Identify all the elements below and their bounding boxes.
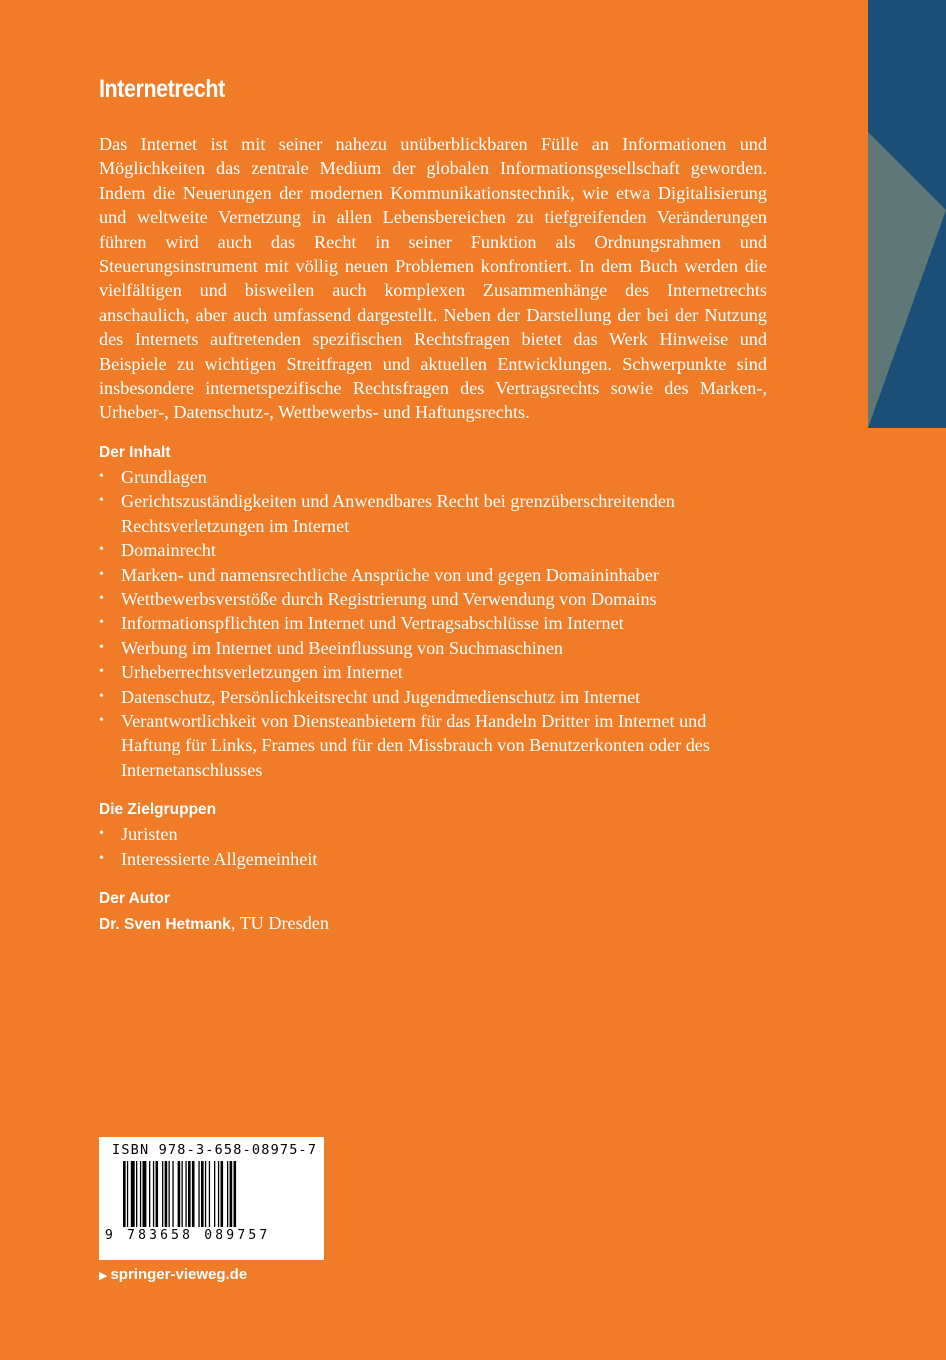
list-item: • Marken- und namensrechtliche Ansprüche von und gegen Domaininhaber <box>99 564 659 585</box>
list-item: • Urheberrechtsverletzungen im Internet <box>99 662 403 683</box>
back-cover-content <box>99 70 767 937</box>
list-item: • Informationspflichten im Internet und Vertragsabschlüsse im Internet <box>99 613 624 634</box>
book-title: Internetrecht <box>99 75 225 103</box>
arrow-right-icon: ▶ <box>99 1270 108 1282</box>
author-heading: Der Autor <box>99 889 170 907</box>
isbn-label: ISBN 978-3-658-08975-7 <box>112 1142 318 1158</box>
list-item: • Werbung im Internet und Beeinflussung von Suchmaschinen <box>99 637 564 658</box>
contents-list <box>99 465 767 782</box>
list-item: • Datenschutz, Persönlichkeitsrecht und Jugendmedienschutz im Internet <box>99 686 641 707</box>
list-item: • Gerichtszuständigkeiten und Anwendbares Recht bei grenzüberschreitenden Rechtsverletzungen im Internet <box>99 491 676 536</box>
publisher-link[interactable] <box>99 1266 247 1283</box>
isbn-barcode-box <box>99 1137 324 1260</box>
publisher-url: springer-vieweg.de <box>110 1266 248 1283</box>
author-line <box>99 911 767 937</box>
list-item: • Wettbewerbsverstöße durch Registrierung und Verwendung von Domains <box>99 588 657 609</box>
book-description: Das Internet ist mit seiner nahezu unüberblickbaren Fülle an Informationen und Möglichkeiten das zentrale Medium der globalen Informationsgesellschaft geworden. Indem die Neuerungen der modernen Kommunikationstechnik, wie etwa Digitalisierung und weltweite Vernetzung in allen Lebensbereichen zu tiefgreifenden Veränderungen führen wird auch das Recht in seiner Funktion als Ordnungsrahmen und Steuerungsinstrument mit völlig neuen Problemen konfrontiert. In dem Buch werden die vielfältigen und bisweilen auch komplexen Zusammenhänge des Internetrechts anschaulich, aber auch umfassend dargestellt. Neben der Darstellung der bei der Nutzung des Internets auftretenden spezifischen Rechtsfragen bietet das Werk Hinweise und Beispiele zu wichtigen Streitfragen und aktuellen Entwicklungen. Schwerpunkte sind insbesondere internetspezifische Rechtsfragen des Vertragsrechts sowie des Marken-, Urheber-, Datenschutz-, Wettbewerbs- und Haftungsrechts. <box>99 134 767 423</box>
audience-heading: Die Zielgruppen <box>99 801 217 819</box>
list-item: • Interessierte Allgemeinheit <box>99 848 318 869</box>
author-name: Dr. Sven Hetmank <box>99 915 231 933</box>
ean-number: 9 783658 089757 <box>105 1228 271 1243</box>
list-item: • Juristen <box>99 824 178 845</box>
stripe-triangle <box>868 0 946 428</box>
cover-stripe <box>868 0 946 428</box>
list-item: • Verantwortlichkeit von Diensteanbietern für das Handeln Dritter im Internet und Haftung für Links, Frames und für den Missbrauch von Benutzerkonten oder des Internetanschlusses <box>99 710 710 780</box>
contents-heading: Der Inhalt <box>99 443 171 461</box>
list-item: • Domainrecht <box>99 540 216 561</box>
barcode-icon <box>123 1161 303 1231</box>
author-affiliation: , TU Dresden <box>230 912 329 933</box>
list-item: • Grundlagen <box>99 466 207 487</box>
audience-list <box>99 822 767 871</box>
